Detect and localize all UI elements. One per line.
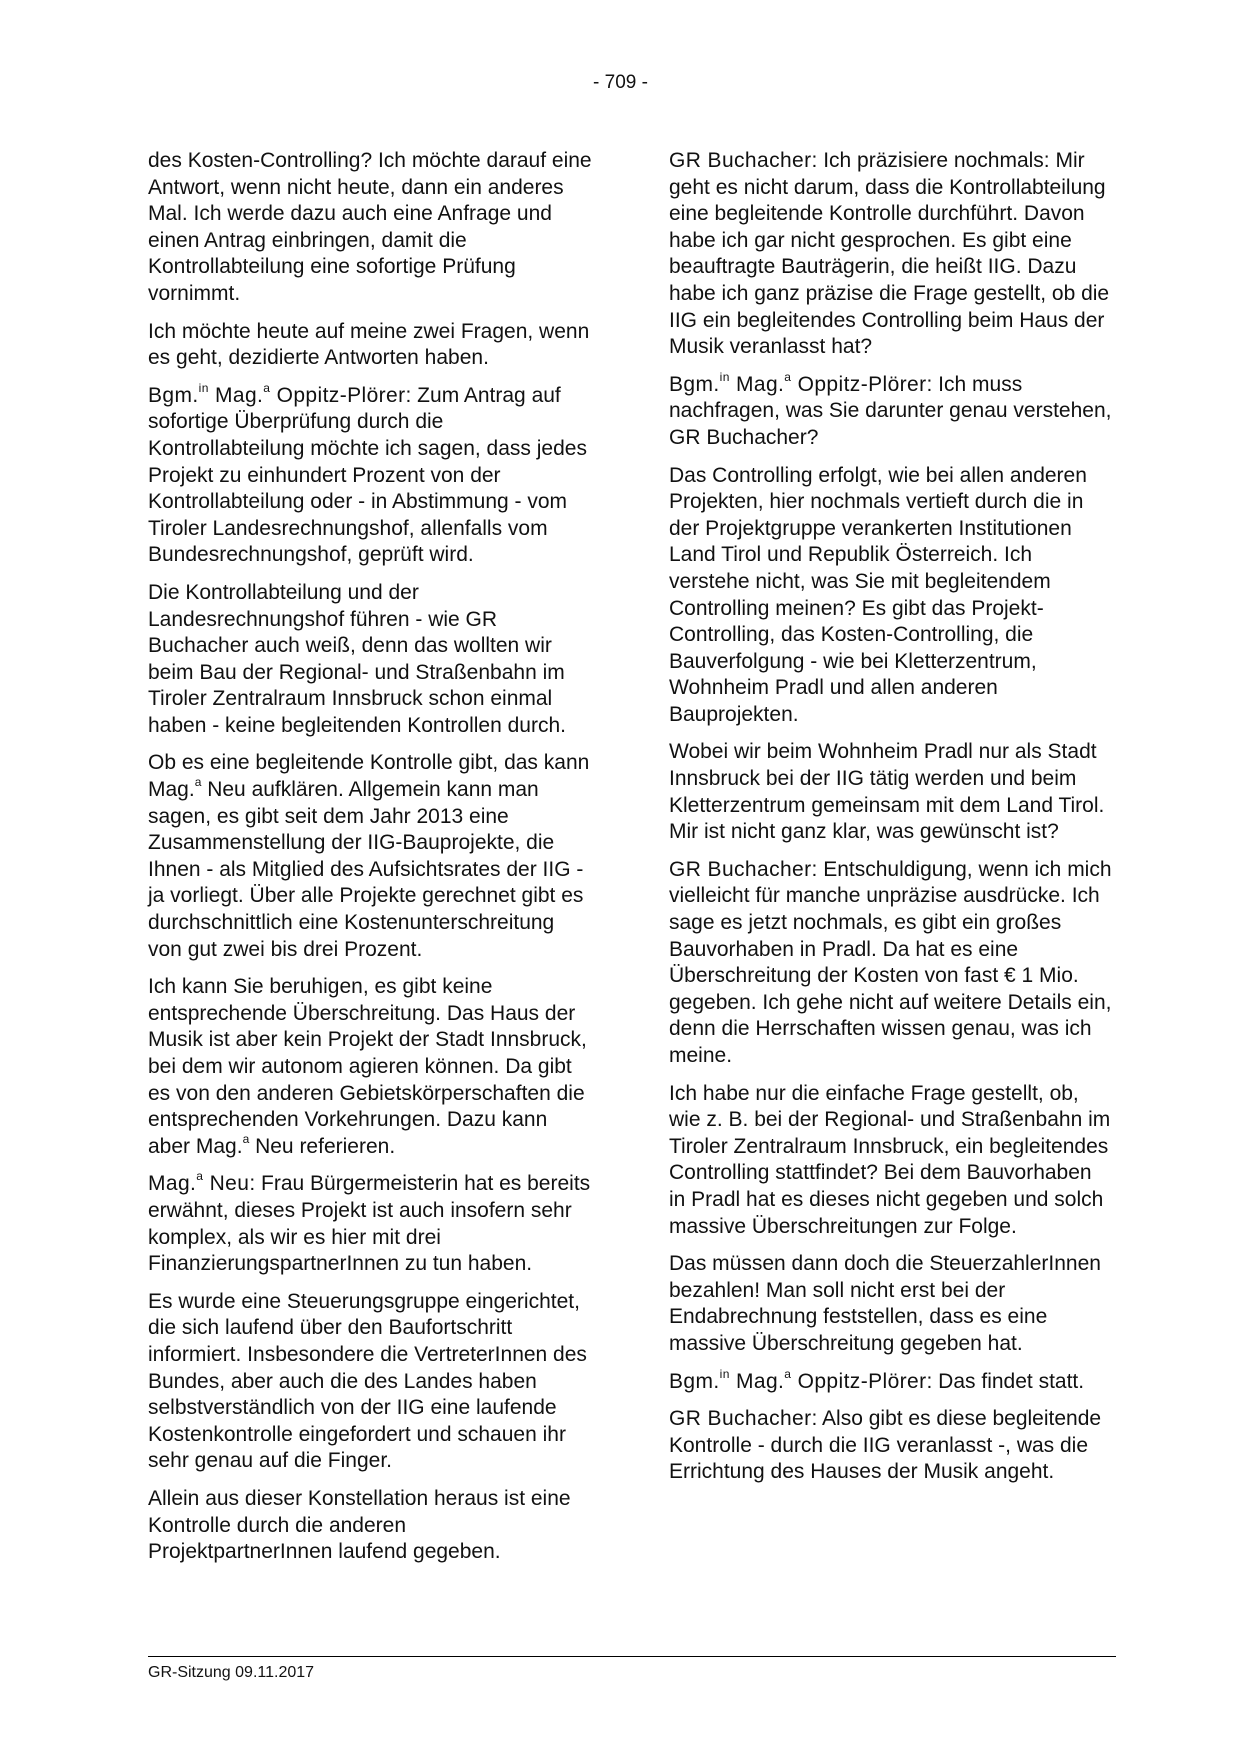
paragraph: des Kosten-Controlling? Ich möchte darauf eine Antwort, wenn nicht heute, dann ein anderes Mal. Ich werde dazu auch eine Anfrage und einen Antrag einbringen, damit die Kontrollabteilung eine sofortige Prüfung vornimmt. [148, 149, 592, 305]
speaker-name: GR Buchacher [669, 857, 812, 881]
speaker-name: Bgm.$^{in}$ Mag.$^a$ Oppitz-Plörer [669, 1366, 927, 1393]
paragraph: Das Controlling erfolgt, wie bei allen anderen Projekten, hier nochmals vertieft durch die in der Projektgruppe verankerten Institutionen Land Tirol und Republik Österreich. Ich verstehe nicht, was Sie mit begleitendem Controlling meinen? Es gibt das Projekt-Controlling, das Kosten-Controlling, die Bauverfolgung - wie bei Kletterzentrum, Wohnheim Pradl und allen anderen Bauprojekten. [669, 463, 1087, 726]
paragraph: Ich möchte heute auf meine zwei Fragen, wenn es geht, dezidierte Antworten haben. [148, 319, 590, 370]
speaker-name: GR Buchacher [669, 1407, 812, 1431]
paragraph: Wobei wir beim Wohnheim Pradl nur als Stadt Innsbruck bei der IIG tätig werden und beim Kletterzentrum gemeinsam mit dem Land Tirol. Mir ist nicht ganz klar, was gewünscht ist? [669, 740, 1105, 844]
paragraph: Ich habe nur die einfache Frage gestellt, ob, wie z. B. bei der Regional- und Straßenbahn im Tiroler Zentralraum Innsbruck, ein begleitendes Controlling stattfindet? Bei dem Bauvorhaben in Pradl hat es dieses nicht gegeben und solch massive Überschreitungen zur Folge. [669, 1081, 1111, 1238]
speech-bgm: Bgm.$^{in}$ Mag.$^a$ Oppitz-Plörer: Zum Antrag auf sofortige Überprüfung durch die Kontrollabteilung möchte ich sagen, dass jedes Projekt zu einhundert Prozent von der Kontrollabteilung oder - in Abstimmung - vom Tiroler Landesrechnungshof, allenfalls vom Bundesrechnungshof, geprüft wird. [148, 380, 587, 567]
paragraph: Ob es eine begleitende Kontrolle gibt, das kann Mag.$^a$ Neu aufklären. Allgemein kann man sagen, es gibt seit dem Jahr 2013 eine Zusammenstellung der IIG-Bauprojekte, die Ihnen - als Mitglied des Aufsichtsrates der IIG - ja vorliegt. Über alle Projekte gerechnet gibt es durchschnittlich eine Kostenunterschreitung von gut zwei bis drei Prozent. [148, 751, 590, 961]
paragraph: Ich kann Sie beruhigen, es gibt keine entsprechende Überschreitung. Das Haus der Musik ist aber kein Projekt der Stadt Innsbruck, bei dem wir autonom agieren können. Da gibt es von den anderen Gebietskörperschaften die entsprechenden Vorkehrungen. Dazu kann aber Mag.$^a$ Neu referieren. [148, 975, 587, 1158]
speech-bgm: Bgm.$^{in}$ Mag.$^a$ Oppitz-Plörer: Ich muss nachfragen, was Sie darunter genau verstehen, GR Buchacher? [669, 369, 1112, 449]
speech-buchacher: GR Buchacher: Also gibt es diese begleitende Kontrolle - durch die IIG veranlasst -, was die Errichtung des Hauses der Musik angeht. [669, 1407, 1102, 1484]
speaker-name: GR Buchacher [669, 149, 812, 172]
paragraph: Es wurde eine Steuerungsgruppe eingerichtet, die sich laufend über den Baufortschritt informiert. Insbesondere die VertreterInnen des Bundes, aber auch die des Landes haben selbstverständlich von der IIG eine laufende Kostenkontrolle eingefordert und schauen ihr sehr genau auf die Finger. [148, 1289, 587, 1473]
speech-buchacher: GR Buchacher: Entschuldigung, wenn ich mich vielleicht für manche unpräzise ausdrücke. Ich sage es jetzt nochmals, es gibt ein großes Bauvorhaben in Pradl. Da hat es eine Überschreitung der Kosten von fast € 1 Mio. gegeben. Ich gehe nicht auf weitere Details ein, denn die Herrschaften wissen genau, was ich meine. [669, 857, 1112, 1067]
footer-text: GR-Sitzung 09.11.2017 [148, 1664, 315, 1681]
paragraph: Die Kontrollabteilung und der Landesrechnungshof führen - wie GR Buchacher auch weiß, denn das wollten wir beim Bau der Regional- und Straßenbahn im Tiroler Zentralraum Innsbruck schon einmal haben - keine begleitenden Kontrollen durch. [148, 580, 566, 737]
page-number: - 709 - [593, 72, 648, 93]
speaker-name: Mag.$^a$ Neu [148, 1169, 250, 1196]
right-column [669, 148, 1113, 1497]
speech-buchacher: GR Buchacher: Ich präzisiere nochmals: Mir geht es nicht darum, dass die Kontrollabteilung eine begleitende Kontrolle durchführt. Davon habe ich gar nicht gesprochen. Es gibt eine beauftragte Bauträgerin, die heißt IIG. Dazu habe ich ganz präzise die Frage gestellt, ob die IIG ein begleitendes Controlling beim Haus der Musik veranlasst hat? [669, 149, 1110, 359]
left-column [148, 148, 592, 1577]
paragraph: Das müssen dann doch die SteuerzahlerInnen bezahlen! Man soll nicht erst bei der Endabrechnung feststellen, dass es eine massive Überschreitung gegeben hat. [669, 1252, 1101, 1355]
footer-divider [148, 1656, 1116, 1657]
speech-bgm: Bgm.$^{in}$ Mag.$^a$ Oppitz-Plörer: Das findet statt. [669, 1366, 1085, 1393]
speech-neu: Mag.$^a$ Neu: Frau Bürgermeisterin hat es bereits erwähnt, dieses Projekt ist auch insofern sehr komplex, als wir es hier mit drei FinanzierungspartnerInnen zu tun haben. [148, 1169, 591, 1276]
paragraph: Allein aus dieser Konstellation heraus ist eine Kontrolle durch die anderen ProjektpartnerInnen laufend gegeben. [148, 1486, 571, 1564]
speaker-name: Bgm.$^{in}$ Mag.$^a$ Oppitz-Plörer [148, 380, 406, 407]
speaker-name: Bgm.$^{in}$ Mag.$^a$ Oppitz-Plörer [669, 369, 927, 396]
